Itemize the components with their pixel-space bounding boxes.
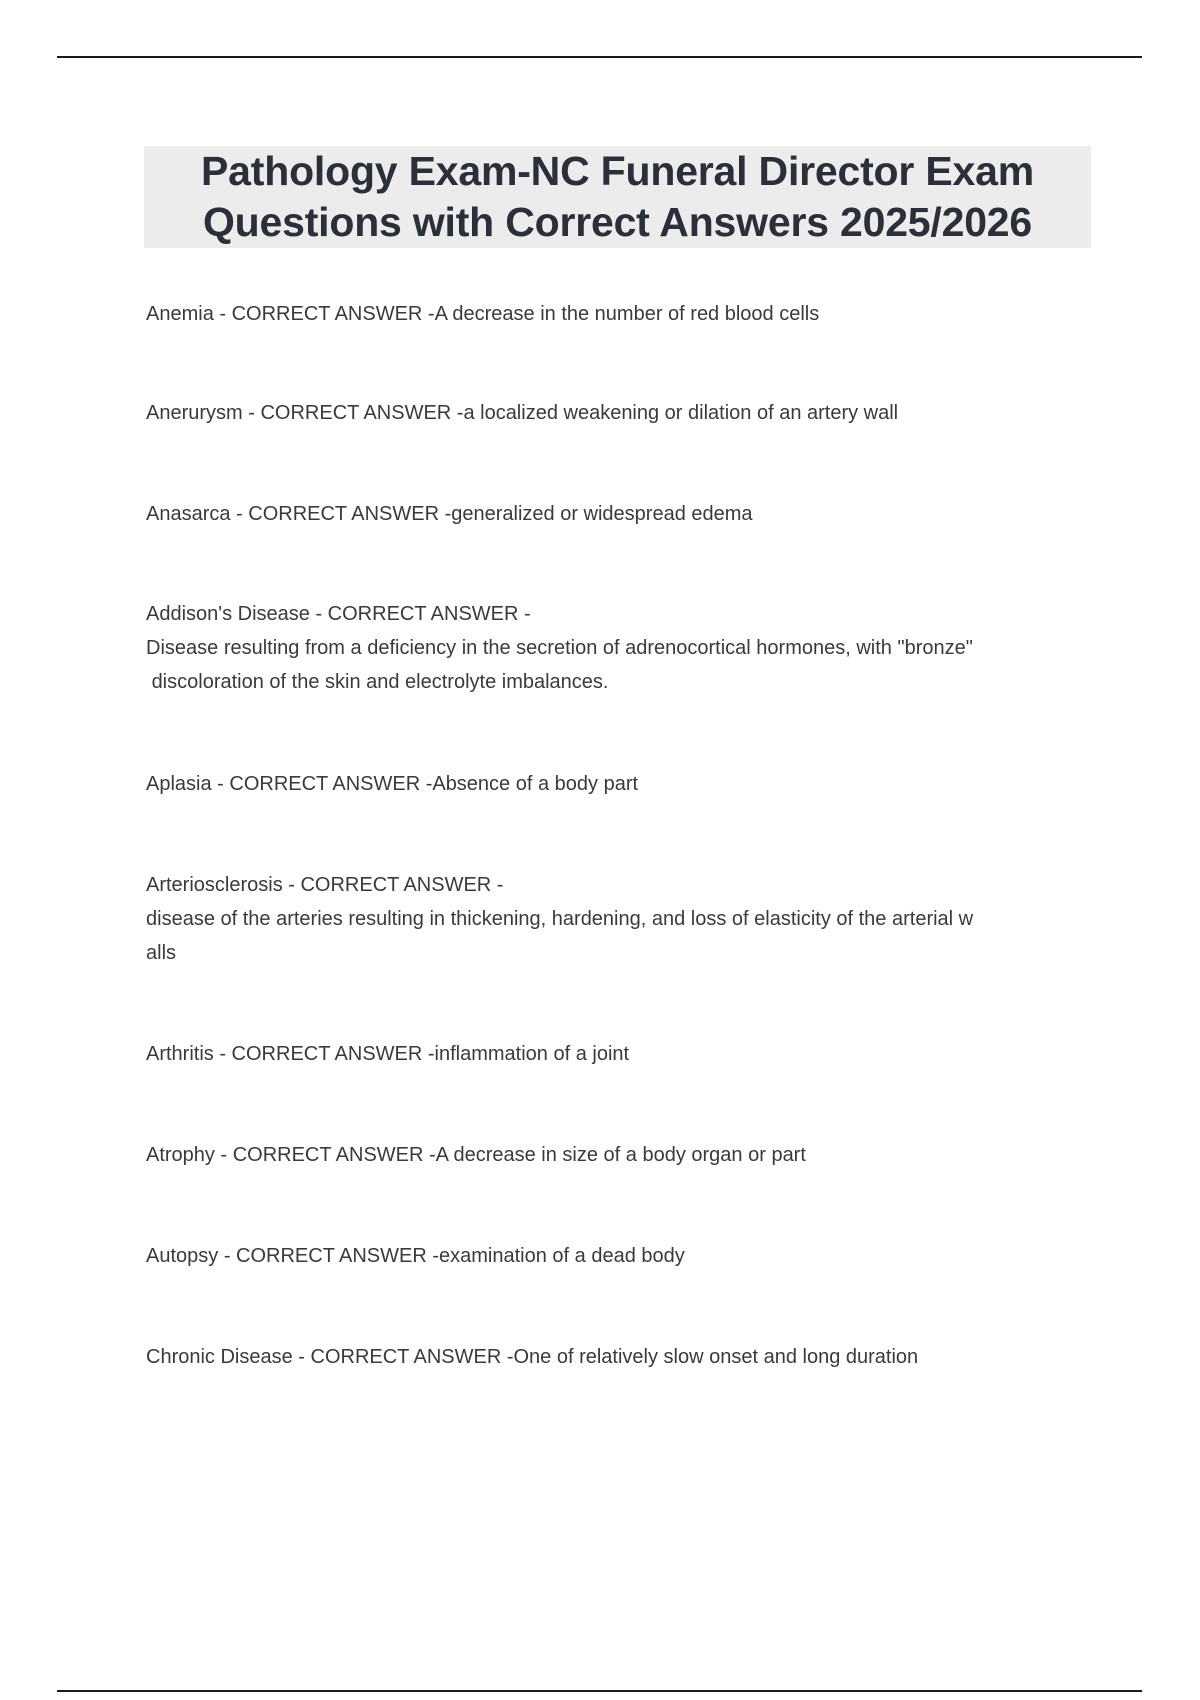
qa-entry-atrophy: Atrophy - CORRECT ANSWER -A decrease in size of a body organ or part bbox=[146, 1144, 806, 1166]
qa-entry-autopsy: Autopsy - CORRECT ANSWER -examination of a dead body bbox=[146, 1245, 685, 1267]
top-divider bbox=[57, 56, 1142, 58]
qa-entry-arteriosclerosis: Arteriosclerosis - CORRECT ANSWER - disease of the arteries resulting in thickening, hardening, and loss of elasticity of the arterial w alls bbox=[146, 874, 974, 964]
document-title-box bbox=[144, 146, 1091, 248]
qa-entry-addisons-disease: Addison's Disease - CORRECT ANSWER - Disease resulting from a deficiency in the secretion of adrenocortical hormones, with "bronze" discoloration of the skin and electrolyte imbalances. bbox=[146, 603, 973, 693]
qa-entry-aneurysm: Anerurysm - CORRECT ANSWER -a localized weakening or dilation of an artery wall bbox=[146, 402, 899, 424]
qa-entry-anemia: Anemia - CORRECT ANSWER -A decrease in the number of red blood cells bbox=[146, 303, 820, 325]
qa-entry-anasarca: Anasarca - CORRECT ANSWER -generalized or widespread edema bbox=[146, 503, 753, 525]
qa-entry-aplasia: Aplasia - CORRECT ANSWER -Absence of a body part bbox=[146, 773, 639, 795]
bottom-divider bbox=[57, 1690, 1142, 1692]
document-title: Pathology Exam-NC Funeral Director Exam Questions with Correct Answers 2025/2026 bbox=[201, 148, 1034, 245]
qa-entry-arthritis: Arthritis - CORRECT ANSWER -inflammation of a joint bbox=[146, 1043, 630, 1065]
qa-entry-chronic-disease: Chronic Disease - CORRECT ANSWER -One of relatively slow onset and long duration bbox=[146, 1346, 919, 1368]
